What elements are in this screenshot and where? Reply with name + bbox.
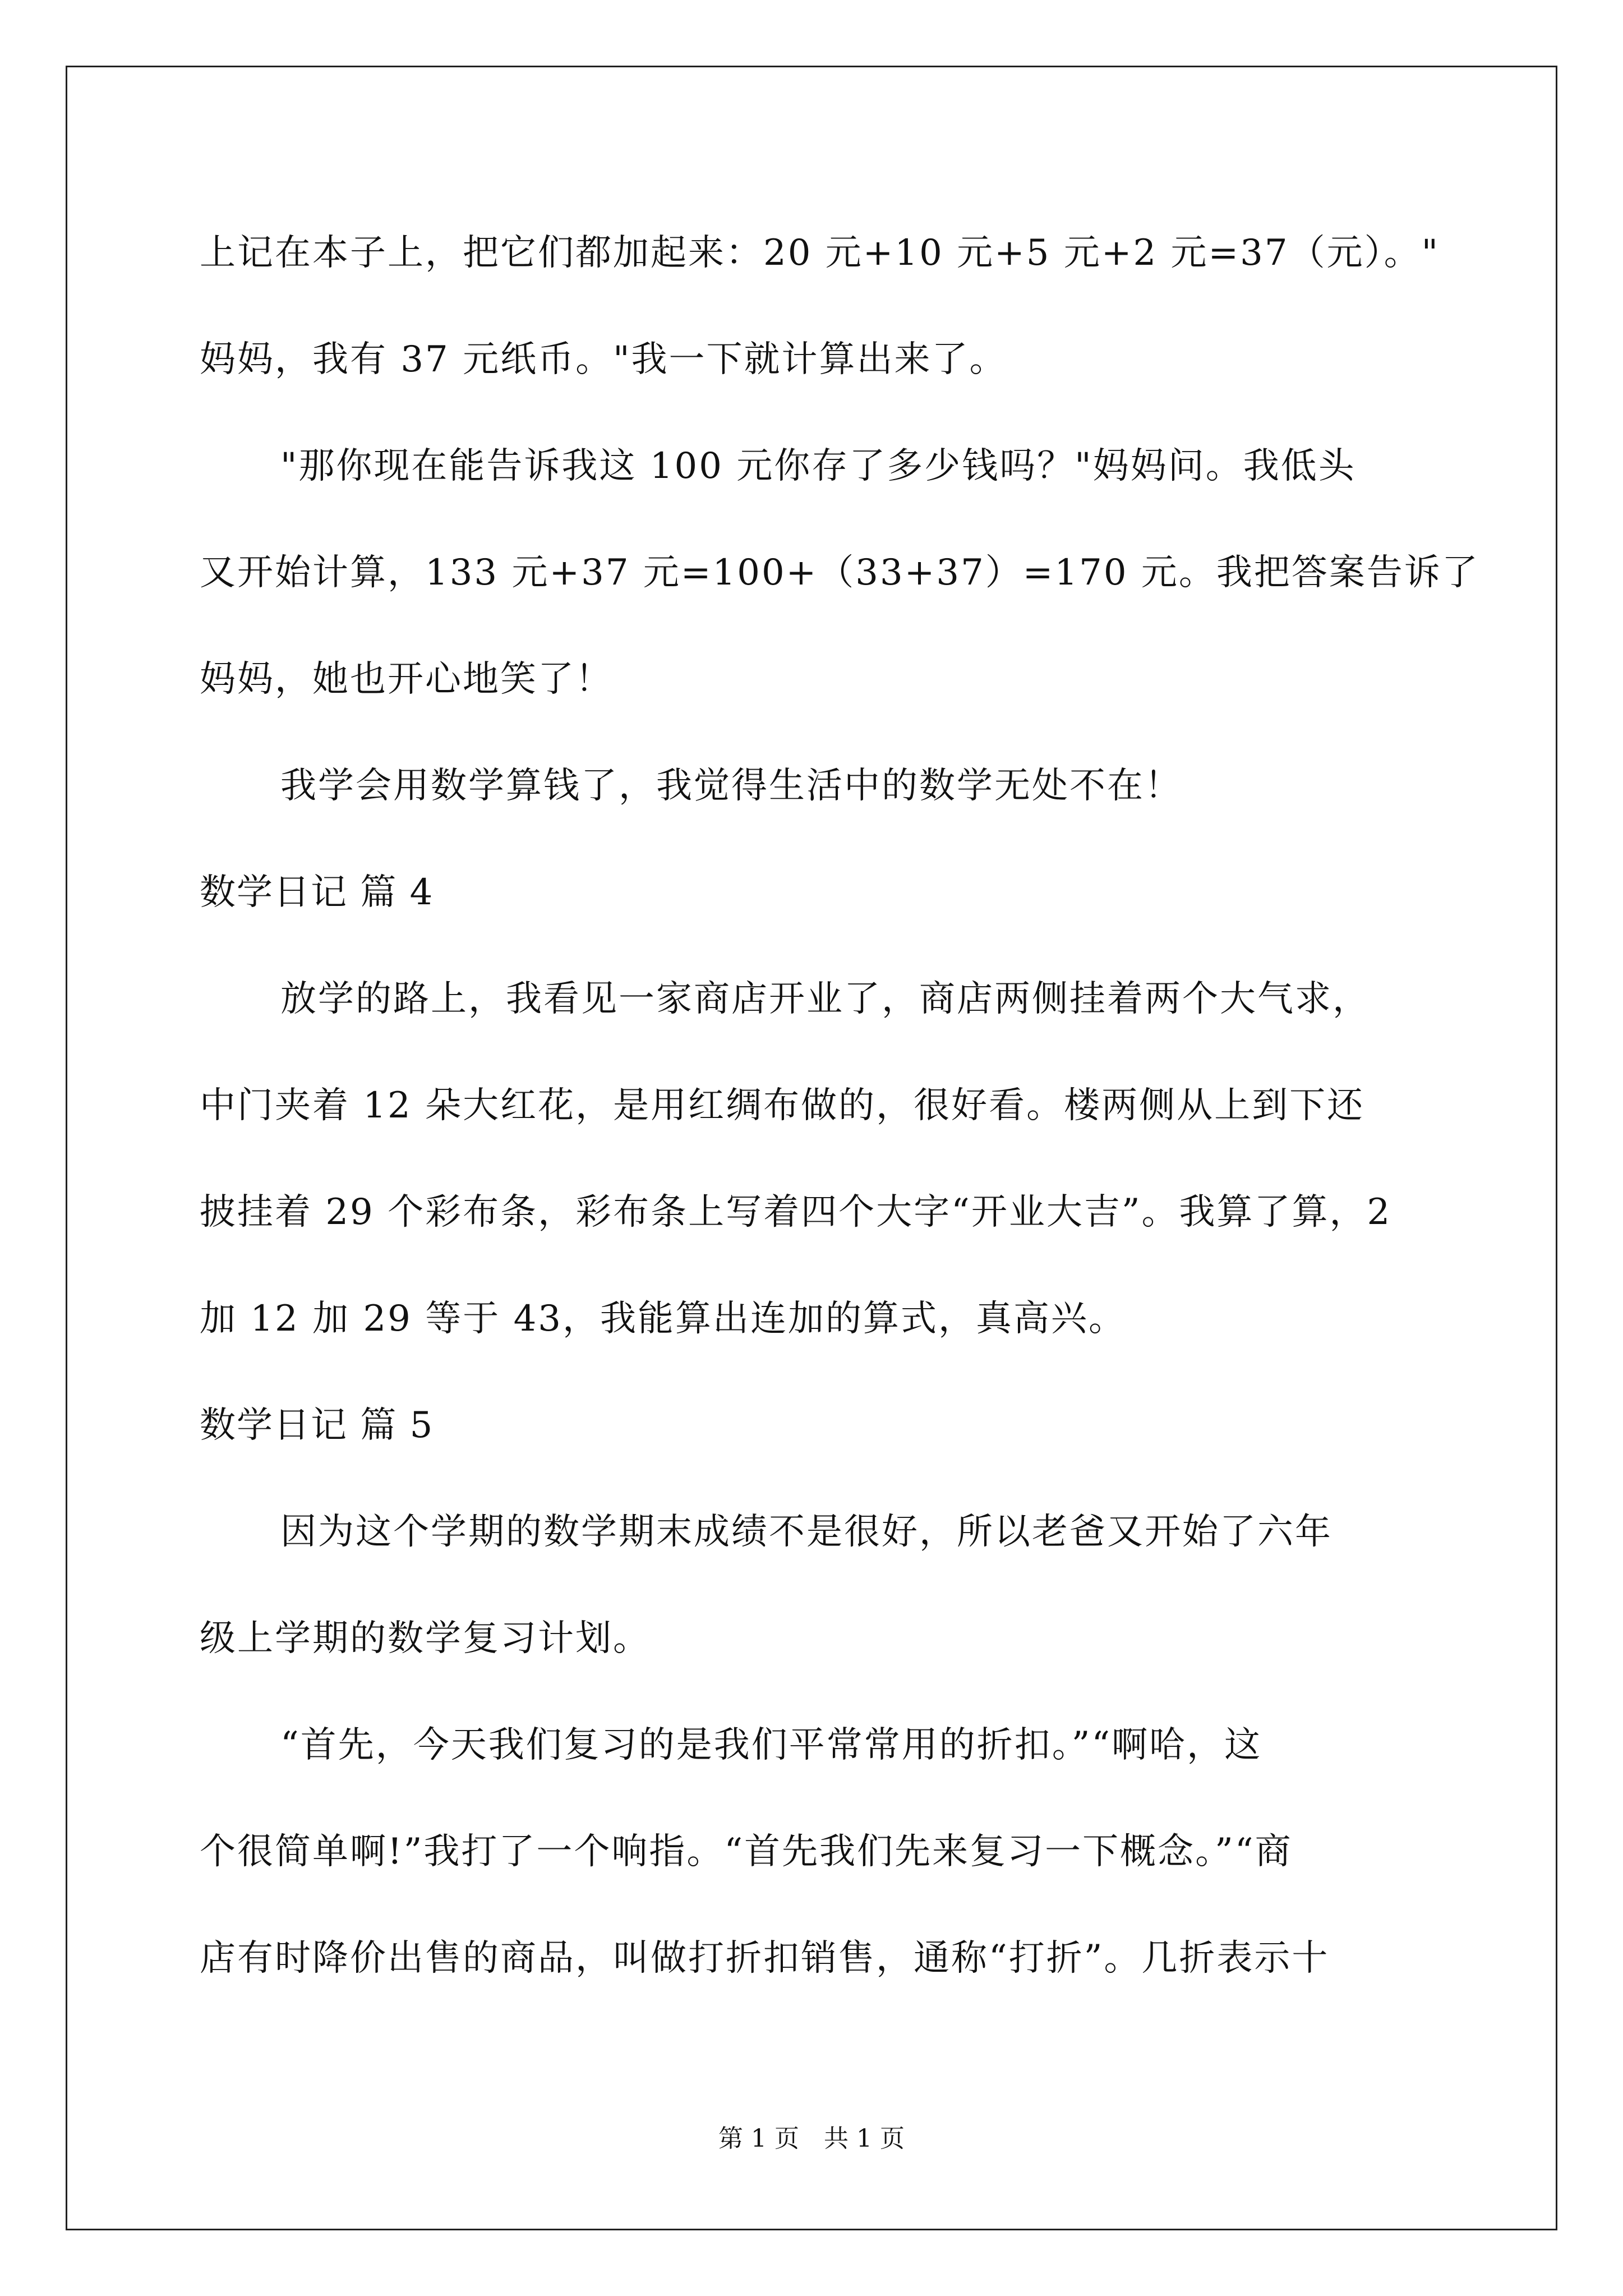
paragraph-line: "那你现在能告诉我这 100 元你存了多少钱吗？"妈妈问。我低头 — [280, 445, 1356, 487]
paragraph-line: “首先，今天我们复习的是我们平常常用的折扣。”“啊哈，这 — [280, 1724, 1262, 1766]
paragraph-line: 中门夹着 12 朵大红花，是用红绸布做的，很好看。楼两侧从上到下还 — [200, 1085, 1365, 1126]
paragraph-line: 个很简单啊!”我打了一个响指。“首先我们先来复习一下概念。”“商 — [200, 1831, 1293, 1872]
paragraph-line: 级上学期的数学复习计划。 — [200, 1618, 651, 1659]
paragraph-line: 因为这个学期的数学期末成绩不是很好，所以老爸又开始了六年 — [280, 1511, 1332, 1553]
paragraph-line: 妈妈，她也开心地笑了！ — [200, 659, 613, 700]
paragraph-line: 上记在本子上，把它们都加起来：20 元+10 元+5 元+2 元=37（元）。" — [200, 232, 1440, 274]
paragraph-line: 披挂着 29 个彩布条，彩布条上写着四个大字“开业大吉”。我算了算，2 — [200, 1191, 1392, 1233]
page-border — [66, 66, 1557, 2230]
paragraph-line: 店有时降价出售的商品，叫做打折扣销售，通称“打折”。几折表示十 — [200, 1938, 1330, 1979]
paragraph-line: 又开始计算，133 元+37 元=100+（33+37）=170 元。我把答案告诉了 — [200, 552, 1479, 593]
paragraph-line: 放学的路上，我看见一家商店开业了，商店两侧挂着两个大气求， — [280, 978, 1370, 1020]
paragraph-line: 妈妈，我有 37 元纸币。"我一下就计算出来了。 — [200, 339, 1007, 380]
section-heading: 数学日记 篇 5 — [200, 1405, 434, 1446]
paragraph-line: 我学会用数学算钱了，我觉得生活中的数学无处不在！ — [280, 765, 1182, 807]
paragraph-line: 加 12 加 29 等于 43，我能算出连加的算式，真高兴。 — [200, 1298, 1127, 1340]
page-footer: 第 1 页 共 1 页 — [718, 2124, 905, 2153]
section-heading: 数学日记 篇 4 — [200, 872, 434, 913]
